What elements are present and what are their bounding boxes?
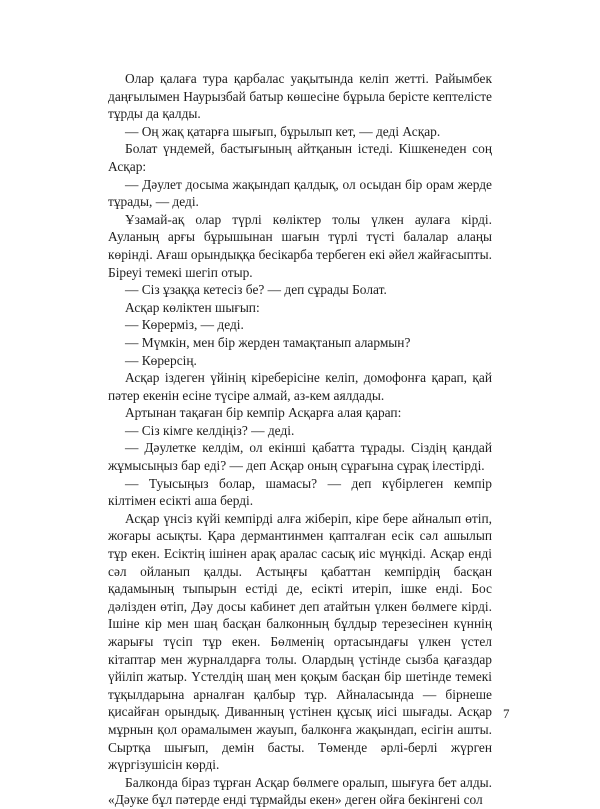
body-text bbox=[108, 70, 492, 809]
paragraph: Асқар көліктен шығып: bbox=[125, 299, 260, 315]
paragraph: — Көрерсің. bbox=[125, 352, 197, 368]
paragraph: Балконда біраз тұрған Асқар бөлмеге оралып, шығуға бет алды. «Дәуке бұл пәтерде енді тұрмайды екен» деген ойға бекінгені сол bbox=[108, 774, 492, 808]
paragraph: — Оң жақ қатарға шығып, бұрылып кет, — деді Асқар. bbox=[125, 123, 441, 139]
paragraph: — Дәулетке келдім, ол екінші қабатта тұрады. Сіздің қандай жұмысыңыз бар еді? — деп Асқар оның сұрағына сұрақ ілестірді. bbox=[108, 440, 492, 474]
paragraph: Олар қалаға тура қарбалас уақытында келіп жетті. Райымбек даңғылымен Наурызбай батыр көшесіне бұрыла берісте кептелісте тұрды да қалды. bbox=[108, 71, 492, 122]
page-number: 7 bbox=[503, 706, 510, 721]
paragraph: — Дәулет досыма жақындап қалдық, ол осыдан бір орам жерде тұрады, — деді. bbox=[108, 176, 492, 210]
paragraph: Артынан тақаған бір кемпір Асқарға алая қарап: bbox=[125, 405, 402, 421]
paragraph: Болат үндемей, бастығының айтқанын істеді. Кішкенеден соң Асқар: bbox=[108, 141, 492, 174]
paragraph: — Сіз кімге келдіңіз? — деді. bbox=[125, 422, 295, 438]
paragraph: Асқар іздеген үйінің кіреберісіне келіп, домофонға қарап, қай пәтер екенін есіне түсіре алмай, аз-кем аялдады. bbox=[108, 370, 492, 403]
paragraph: — Туысыңыз болар, шамасы? — деп күбірлеген кемпір кілтімен есікті аша берді. bbox=[108, 475, 492, 509]
paragraph: — Көрерміз, — деді. bbox=[125, 317, 244, 333]
paragraph: Ұзамай-ақ олар түрлі көліктер толы үлкен аулаға кірді. Ауланың арғы бұрышынан шағын түрлі түсті балалар алаңы көрінді. Ағаш орындыққа бесікарба тербеген екі әйел жайғасыпты. Біреуі темекі шегіп отыр. bbox=[108, 211, 492, 280]
paragraph: — Мүмкін, мен бір жерден тамақтанып алармын? bbox=[125, 334, 411, 350]
paragraph: — Сіз ұзаққа кетесіз бе? — деп сұрады Болат. bbox=[125, 282, 387, 298]
paragraph: Асқар үнсіз күйі кемпірді алға жіберіп, кіре бере айналып өтіп, жоғары асықты. Қара дермантинмен қапталған есік сәл ашылып тұр екен. Есіктің ішінен арақ аралас сасық иіс мүңкіді. Асқар енді сәл ойланып қалды. Астыңғы қабаттан кемпірдің басқан қадамының тыпырын естіді де, есікті итеріп, ішке енді. Бос дәлізден өтіп, Дәу досы кабинет деп атайтын үлкен бөлмеге кірді. Ішіне кір мен шаң басқан балконның бұлдыр терезесінен күннің жарығы түсіп тұр екен. Бөлменің ортасындағы үлкен үстел кітаптар мен журналдарға толы. Олардың үстінде сызба қағаздар үйіліп жатыр. Үстелдің шаң мен қоқым басқан бір шетінде темекі тұқылдарына арналған қалбыр тұр. Айналасында — бірнеше қисайған орындық. Диванның үстінен құсық иісі шығады. Асқар мұрнын қол орамалымен жауып, балконға жақындап, есігін ашты. Сыртқа шығып, демін басты. Төменде әрлі-берлі жүрген жүргізушісін көрді. bbox=[108, 510, 492, 773]
